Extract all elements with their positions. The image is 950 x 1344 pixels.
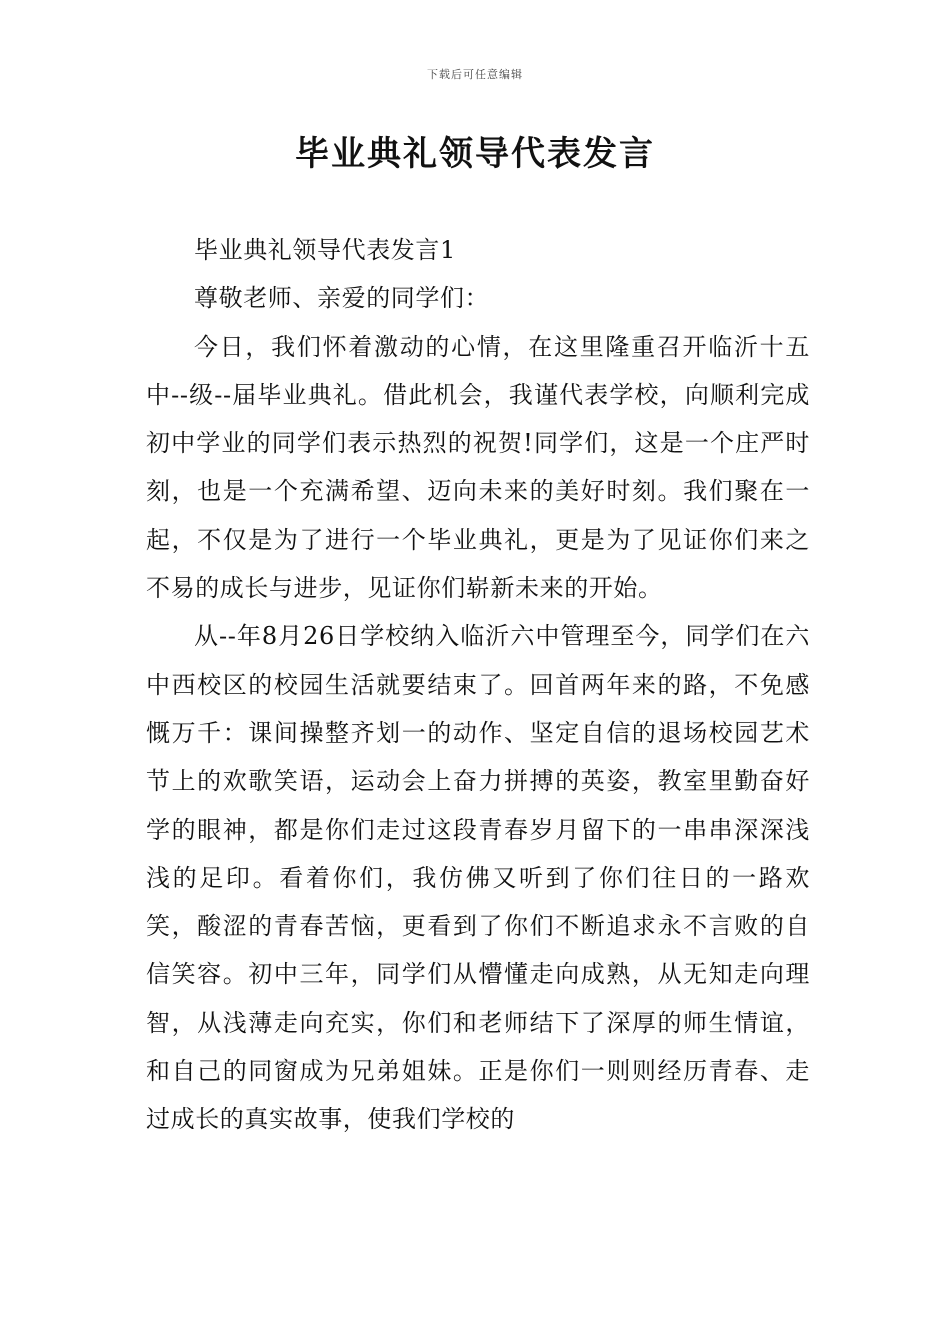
- paragraph-opening: 今日，我们怀着激动的心情，在这里隆重召开临沂十五中--级--届毕业典礼。借此机会，我谨代表学校，向顺利完成初中学业的同学们表示热烈的祝贺!同学们，这是一个庄严时刻，也是一个充满希望、迈向未来的美好时刻。我们聚在一起，不仅是为了进行一个毕业典礼，更是为了见证你们来之不易的成长与进步，见证你们崭新未来的开始。: [146, 332, 810, 603]
- paragraph-subtitle: 毕业典礼领导代表发言1: [194, 236, 456, 264]
- paragraph-reflection: 从--年8月26日学校纳入临沂六中管理至今，同学们在六中西校区的校园生活就要结束了。回首两年来的路，不免感慨万千：课间操整齐划一的动作、坚定自信的退场校园艺术节上的欢歌笑语，运动会上奋力拼搏的英姿，教室里勤奋好学的眼神，都是你们走过这段青春岁月留下的一串串深深浅浅的足印。看着你们，我仿佛又听到了你们往日的一路欢笑，酸涩的青春苦恼，更看到了你们不断追求永不言败的自信笑容。初中三年，同学们从懵懂走向成熟，从无知走向理智，从浅薄走向充实，你们和老师结下了深厚的师生情谊，和自己的同窗成为兄弟姐妹。正是你们一则则经历青春、走过成长的真实故事，使我们学校的: [146, 622, 810, 1134]
- paragraph-salutation: 尊敬老师、亲爱的同学们：: [194, 284, 490, 313]
- document-body: [146, 226, 810, 1144]
- document-title: 毕业典礼领导代表发言: [295, 134, 655, 174]
- header-note: 下载后可任意编辑: [427, 68, 523, 81]
